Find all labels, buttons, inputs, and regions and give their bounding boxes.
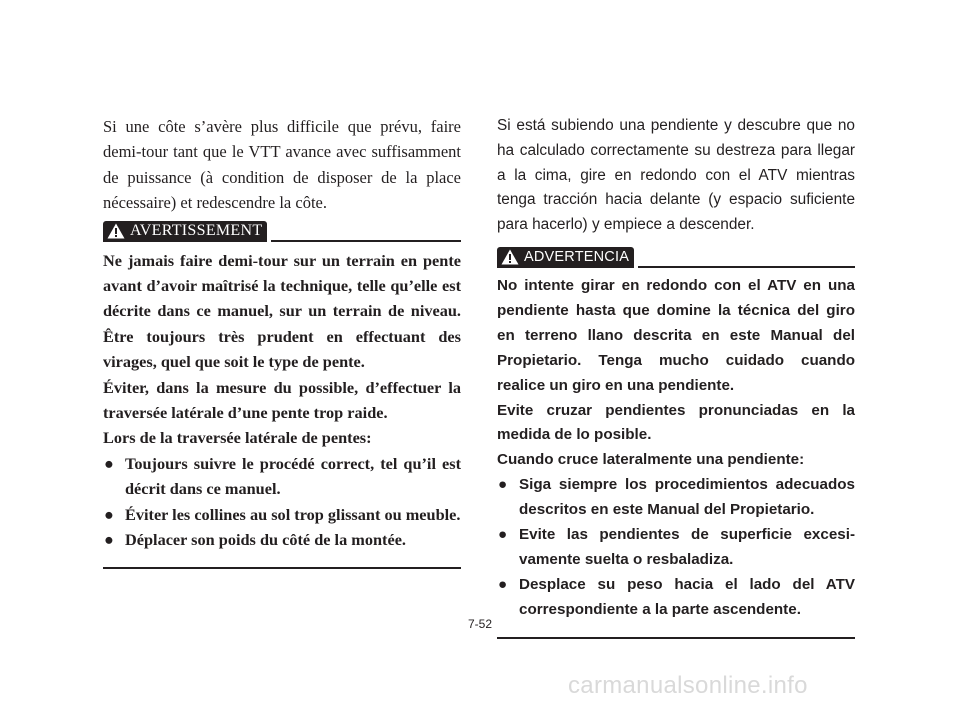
spanish-column <box>497 114 855 639</box>
french-warning-body <box>103 248 461 553</box>
spanish-bullet-text: Siga siempre los procedimientos adecuados descritos en este Manual del Propietario. <box>519 476 855 519</box>
bullet-icon: ● <box>104 504 114 524</box>
spanish-bullet-text: Desplace su peso hacia el lado del ATV correspondiente a la parte ascendente. <box>519 575 855 618</box>
bullet-icon: ● <box>498 526 508 544</box>
spanish-bullet-item <box>497 573 855 623</box>
french-bullet-item <box>103 527 461 552</box>
french-bullet-list <box>103 451 461 553</box>
french-warning-end-rule <box>103 567 461 569</box>
french-bullet-text: Toujours suivre le procédé correct, tel qu’il est décrit dans ce manuel. <box>125 453 461 499</box>
french-warning-paragraph: Lors de la traversée latérale de pentes: <box>103 428 372 448</box>
french-column <box>103 114 461 569</box>
french-warning-rule <box>271 240 461 242</box>
french-warning-badge <box>103 221 267 242</box>
warning-triangle-icon <box>107 223 125 239</box>
spanish-warning-paragraph: Cuando cruce lateralmente una pendiente: <box>497 451 805 469</box>
french-warning-label: AVERTISSEMENT <box>130 222 263 240</box>
spanish-warning-end-rule <box>497 637 855 639</box>
spanish-bullet-item <box>497 473 855 523</box>
spanish-bullet-list <box>497 473 855 622</box>
bullet-icon: ● <box>498 575 508 593</box>
french-warning-header <box>103 218 461 242</box>
spanish-warning-label: ADVERTENCIA <box>524 249 630 266</box>
warning-triangle-icon <box>501 249 519 265</box>
french-intro-paragraph: Si une côte s’avère plus difficile que prévu, faire demi-tour tant que le VTT avance avec suffisamment de puissance (à condition de disposer de la place nécessaire) et redescendre la côte. <box>103 117 461 213</box>
french-bullet-item <box>103 451 461 502</box>
spanish-warning-paragraph: No intente girar en redondo con el ATV en una pendiente hasta que domine la técnica del giro en terreno llano descrita en este Manual del Propietario. Tenga mucho cuidado cuando realice un giro en una pendiente. <box>497 276 855 394</box>
spanish-warning-header <box>497 244 855 268</box>
french-bullet-item <box>103 502 461 527</box>
spanish-warning-paragraph: Evite cruzar pendientes pronunciadas en la medida de lo posible. <box>497 401 855 444</box>
bullet-icon: ● <box>498 476 508 494</box>
page-number: 7-52 <box>467 617 493 631</box>
bullet-icon: ● <box>104 530 114 550</box>
french-bullet-text: Déplacer son poids du côté de la montée. <box>125 530 406 550</box>
french-bullet-text: Éviter les collines au sol trop glissant ou meuble. <box>125 504 461 524</box>
bullet-icon: ● <box>104 453 114 473</box>
watermark: carmanualsonline.info <box>568 672 808 699</box>
spanish-intro-paragraph: Si está subiendo una pendiente y descubre que no ha calculado correctamente su destreza para llegar a la cima, gire en redondo con el ATV mientras tenga tracción hacia delante (y espacio suficiente para hacerlo) y empiece a descender. <box>497 117 855 234</box>
french-warning-paragraph: Éviter, dans la mesure du possible, d’effectuer la traversée latérale d’une pente trop raide. <box>103 377 461 423</box>
spanish-bullet-item <box>497 523 855 573</box>
french-warning-paragraph: Ne jamais faire demi-tour sur un terrain en pente avant d’avoir maîtrisé la technique, telle qu’elle est décrite dans ce manuel, sur un terrain de niveau. Être toujours très prudent en effectuant des virages, quel que soit le type de pente. <box>103 250 461 372</box>
spanish-bullet-text: Evite las pendientes de superficie excesivamente suelta o resbaladiza. <box>519 526 855 568</box>
spanish-warning-rule <box>638 266 855 268</box>
spanish-warning-badge <box>497 247 634 268</box>
spanish-warning-body <box>497 274 855 623</box>
